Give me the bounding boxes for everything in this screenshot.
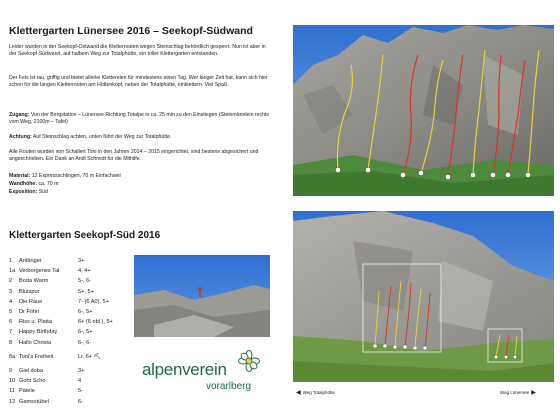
route-row: 9 Giel doba 3+ (9, 368, 85, 375)
footer-right-label: Weg Lünersee ▶ (500, 390, 536, 396)
route-row: 8a Toni's Freiheit Lr. 6+ ⛏ (9, 353, 101, 360)
route-row: 1a Verborgenes Tal 4, 4+ (9, 268, 91, 275)
access-text: Von der Bergstation – Lünersee Richtung Totalpe in ca. 25 min zu den Einstiegen (Steinmännlein rechts vom Weg, 2100m – Tafel) (9, 112, 270, 125)
route-row: 4 Die Raue 7- (6 A0), 5+ (9, 298, 109, 305)
climber-photo-graphic (134, 255, 270, 337)
access-label: Zugang: (9, 112, 30, 118)
footer-left-label: ◀ Weg Totalphütte (296, 390, 335, 396)
credits-paragraph: Alle Routen wurden von Schallert Toni in den Jahren 2014 – 2015 eingerichtet, sind bestens abgesichert und angeschrieben. Ein Dank an Andi Schmidt für die Mithilfe. (9, 149, 259, 162)
overview-route-photo (293, 211, 554, 382)
logo-main-text: alpenverein (142, 360, 227, 379)
route-row: 12 Gamsstübel 6- (9, 398, 83, 405)
top-photo-graphic (293, 25, 554, 196)
route-row: 2 Boda Warm 5-, 6- (9, 278, 92, 285)
route-row: 5 Dr Föhn 6-, 5+ (9, 309, 93, 316)
route-row: 6 Riss u. Platta 6+ (6 obl.), 5+ (9, 319, 113, 326)
climber-figure (198, 287, 202, 291)
intro-paragraph-1: Leider wurden in der Seekopf-Ostwand die Kletterrouten wegen Steinschlag behördlich gesperrt. Nun ist aber in der Seekopf-Südwand, auf halbem Weg zur Totalphütte, ein toller Klettergarten entstanden. (9, 44, 266, 57)
facts-block (9, 172, 274, 196)
warning-text: Auf Steinschlag achten, unten führt der Weg zur Totalphütte. (32, 134, 172, 140)
access-paragraph (9, 112, 274, 126)
logo-sub-text: vorarlberg (206, 381, 252, 392)
route-row: 8 Hallo Christa 6-, 6- (9, 339, 92, 346)
ice-axe-icon: ⛏ (93, 353, 101, 360)
top-route-photo (293, 25, 554, 196)
route-row: 7 Happy Birthday 6-, 5+ (9, 329, 93, 336)
route-list (9, 256, 129, 407)
fact-wall-height: Wandhöhe: ca. 70 m (9, 181, 59, 187)
route-row: 10 Goht Scho 4 (9, 378, 82, 385)
fact-material: Material: 12 Expressschlingen, 70 m Einfachseil (9, 173, 121, 179)
warning-label: Achtung: (9, 134, 32, 140)
route-row: 1 Anfänger 3+ (9, 258, 85, 264)
climber-photo (134, 255, 270, 337)
arrow-right-icon: ▶ (531, 390, 536, 396)
second-title: Klettergarten Seekopf-Süd 2016 (9, 230, 161, 241)
alpenverein-logo (138, 350, 268, 395)
arrow-left-icon: ◀ (296, 390, 301, 396)
route-row: 3 Blutspur 5+, 5+ (9, 288, 94, 295)
fact-exposition: Exposition: Süd (9, 189, 48, 195)
edelweiss-icon (238, 350, 260, 372)
page-title: Klettergarten Lünersee 2016 – Seekopf-Südwand (9, 25, 253, 37)
warning-paragraph (9, 134, 274, 141)
intro-paragraph-2: Der Fels ist rau, griffig und bietet allerlei Klettereien für mindestens einen Tag. Wer länger Zeit hat, kann sich hier schon für die langen Kletterrouten am Hüttenkopf, neben der Totalphütte, einklettern. Viel Spaß. (9, 75, 268, 88)
route-row: 11 Pätele 5- (9, 388, 83, 395)
overview-photo-graphic (293, 211, 554, 382)
